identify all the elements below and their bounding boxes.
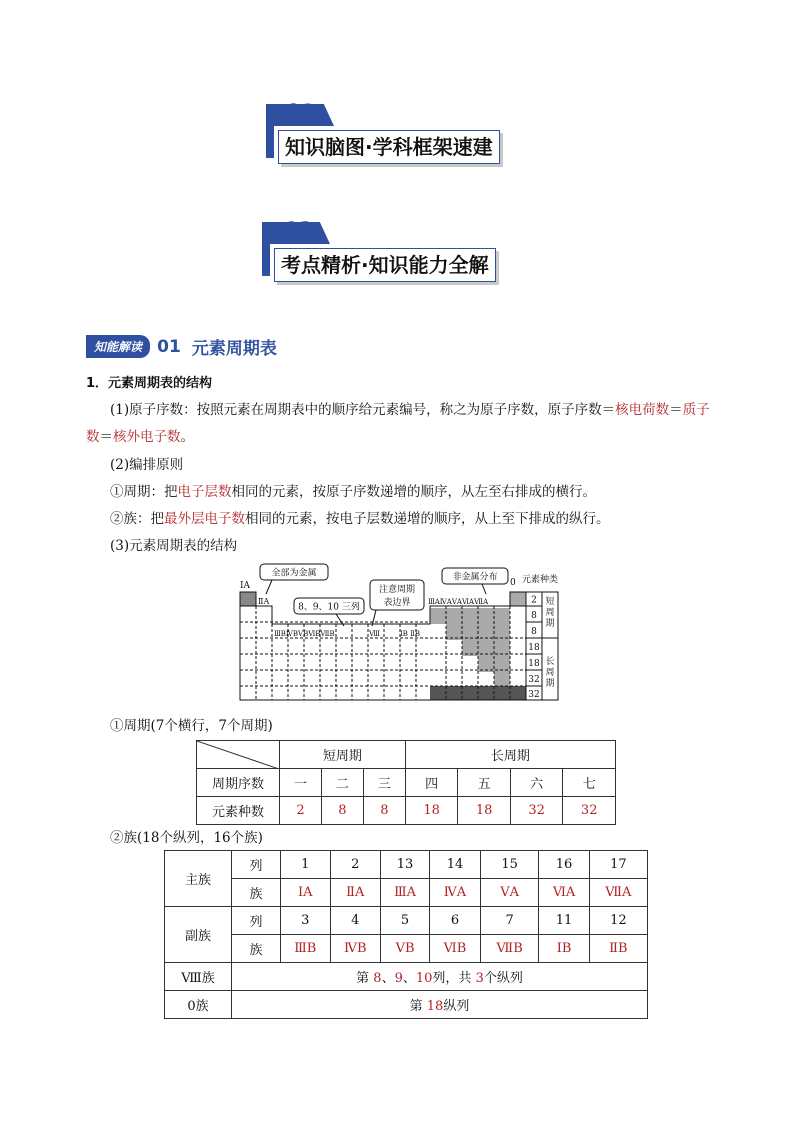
count: 8 <box>531 611 537 621</box>
vertical-char: 期 <box>545 679 555 689</box>
paragraph-structure: (3)元素周期表的结构 <box>110 538 238 554</box>
vertical-char: 长 <box>545 657 555 667</box>
cell: ⅥB <box>430 935 481 963</box>
cell: ⅠA <box>281 879 331 907</box>
cell: 一 <box>280 769 322 797</box>
text: 个纵列 <box>483 971 523 986</box>
section-number: 01 <box>157 336 181 357</box>
label-iia: ⅡA <box>258 597 270 606</box>
text: 相同的元素，按原子序数递增的顺序，从左至右排成的横行。 <box>231 484 596 500</box>
paragraph-atomic-number-cont <box>86 425 194 445</box>
highlight: 质子 <box>682 402 710 418</box>
cell: ⅡA <box>330 879 380 907</box>
text: ＝ <box>99 429 113 445</box>
group-caption: ②族(18个纵列，16个族) <box>110 830 263 846</box>
cell: 4 <box>330 907 380 935</box>
header-short: 短周期 <box>280 741 406 769</box>
row-header-zero: 0族 <box>165 991 232 1019</box>
cell: 13 <box>380 851 429 879</box>
text: 列，共 <box>432 971 476 986</box>
cell: ⅥA <box>539 879 589 907</box>
label: 列 <box>232 907 281 935</box>
count: 2 <box>531 595 537 606</box>
cell: 5 <box>380 907 429 935</box>
group-table <box>164 850 648 1019</box>
vertical-char: 周 <box>545 668 555 678</box>
highlight: 核外电子数 <box>113 429 181 445</box>
label-kinds: 元素种类 <box>522 575 559 585</box>
label-viii: Ⅷ <box>369 630 381 638</box>
count: 18 <box>528 643 540 653</box>
row-header-main: 主族 <box>165 851 232 907</box>
cell: 18 <box>405 797 458 825</box>
section-tag: 知能解读 <box>86 335 150 358</box>
cell: ⅦA <box>589 879 647 907</box>
callout-nonmetal: 非金属分布 <box>452 572 498 583</box>
text: 第 <box>356 971 374 986</box>
label-b-right: ⅠB ⅡB <box>400 630 421 638</box>
text: 。 <box>180 429 194 445</box>
banner-corner <box>266 122 274 158</box>
cell: 32 <box>563 797 616 825</box>
cell: 3 <box>281 907 331 935</box>
paragraph-principle: (2)编排原则 <box>110 457 184 473</box>
cell: 1 <box>281 851 331 879</box>
label-ia: ⅠA <box>240 581 251 591</box>
banner-title: 考点精析·知识能力全解 <box>274 248 496 282</box>
highlight: 9 <box>394 971 403 986</box>
count: 32 <box>528 675 540 685</box>
cell: 二 <box>321 769 363 797</box>
text: ①周期：把 <box>110 484 178 500</box>
label: 族 <box>232 935 281 963</box>
cell: 6 <box>430 907 481 935</box>
cell: 12 <box>589 907 647 935</box>
cell: 2 <box>330 851 380 879</box>
highlight: 电子层数 <box>177 484 232 500</box>
paragraph-group <box>110 507 610 527</box>
highlight: 核电荷数 <box>615 402 670 418</box>
cell: ⅤB <box>380 935 429 963</box>
count: 8 <box>531 627 537 637</box>
cell: 四 <box>405 769 458 797</box>
cell: ⅤA <box>480 879 539 907</box>
cell: 14 <box>430 851 481 879</box>
section-banner-02 <box>262 218 552 282</box>
text: 、 <box>381 971 395 986</box>
cell: 18 <box>458 797 511 825</box>
cell: 11 <box>539 907 589 935</box>
label-b-left: ⅢBⅣBⅤBⅥBⅦB <box>274 630 335 638</box>
label-short-period <box>545 595 554 629</box>
vertical-char: 短 <box>545 597 555 607</box>
count: 32 <box>528 690 540 700</box>
vertical-char: 期 <box>545 619 555 629</box>
cell: ⅢB <box>281 935 331 963</box>
section-heading <box>86 334 277 359</box>
cell: 七 <box>563 769 616 797</box>
callout-all-metal: 全部为金属 <box>271 568 317 579</box>
highlight: 3 <box>475 971 484 986</box>
text: ＝ <box>669 402 683 418</box>
cell: 8 <box>363 797 405 825</box>
highlight: 最外层电子数 <box>164 511 245 527</box>
row-label: 元素种数 <box>197 797 280 825</box>
label: 列 <box>232 851 281 879</box>
cell: ⅣA <box>430 879 481 907</box>
banner-corner <box>262 240 270 276</box>
callout-cols: 8、9、10 三列 <box>298 602 360 613</box>
cell: 8 <box>321 797 363 825</box>
label-long-period <box>545 656 554 689</box>
header-long: 长周期 <box>405 741 615 769</box>
section-banner-01 <box>266 100 556 164</box>
text: 纵列 <box>443 999 470 1014</box>
text: 相同的元素，按电子层数递增的顺序，从上至下排成的纵行。 <box>245 511 610 527</box>
text: (1)原子序数：按照元素在周期表中的顺序给元素编号，称之为原子序数，原子序数＝ <box>110 402 616 418</box>
cell: 2 <box>280 797 322 825</box>
section-title: 元素周期表 <box>191 339 277 359</box>
banner-number: 01 <box>286 100 316 124</box>
text: 第 <box>409 999 427 1014</box>
paragraph-atomic-number <box>110 398 710 418</box>
paragraph-period <box>110 480 596 500</box>
period-table <box>196 740 616 825</box>
highlight: 10 <box>415 971 433 986</box>
cell: 三 <box>363 769 405 797</box>
label-zero: 0 <box>510 578 516 588</box>
row-header-viii: Ⅷ族 <box>165 963 232 991</box>
highlight: 18 <box>426 999 444 1014</box>
count: 18 <box>528 659 540 669</box>
cell: 17 <box>589 851 647 879</box>
cell: ⅦB <box>480 935 539 963</box>
cell: ⅡB <box>589 935 647 963</box>
text: 、 <box>402 971 416 986</box>
period-caption: ①周期(7个横行，7个周期) <box>110 718 273 734</box>
viii-desc <box>232 963 648 991</box>
diagonal-cell <box>197 741 280 769</box>
highlight: 8 <box>373 971 382 986</box>
periodic-table-diagram <box>236 560 600 706</box>
cell: ⅠB <box>539 935 589 963</box>
banner-title: 知识脑图·学科框架速建 <box>278 130 500 164</box>
highlight: 数 <box>86 429 100 445</box>
vertical-char: 周 <box>545 608 555 618</box>
heading-structure: 1．元素周期表的结构 <box>86 376 213 391</box>
cell: 16 <box>539 851 589 879</box>
label-a-groups: ⅢAⅣAⅤAⅥAⅦA <box>428 598 489 606</box>
zero-desc <box>232 991 648 1019</box>
callout-boundary-1: 注意周期 <box>378 585 416 595</box>
cell: 7 <box>480 907 539 935</box>
cell: ⅣB <box>330 935 380 963</box>
text: ②族：把 <box>110 511 164 527</box>
callout-boundary-2: 表边界 <box>383 598 411 608</box>
cell: 五 <box>458 769 511 797</box>
cell: 六 <box>510 769 563 797</box>
cell: ⅢA <box>380 879 429 907</box>
cell: 32 <box>510 797 563 825</box>
label: 族 <box>232 879 281 907</box>
row-label: 周期序数 <box>197 769 280 797</box>
banner-number: 02 <box>284 218 314 242</box>
row-header-sub: 副族 <box>165 907 232 963</box>
cell: 15 <box>480 851 539 879</box>
